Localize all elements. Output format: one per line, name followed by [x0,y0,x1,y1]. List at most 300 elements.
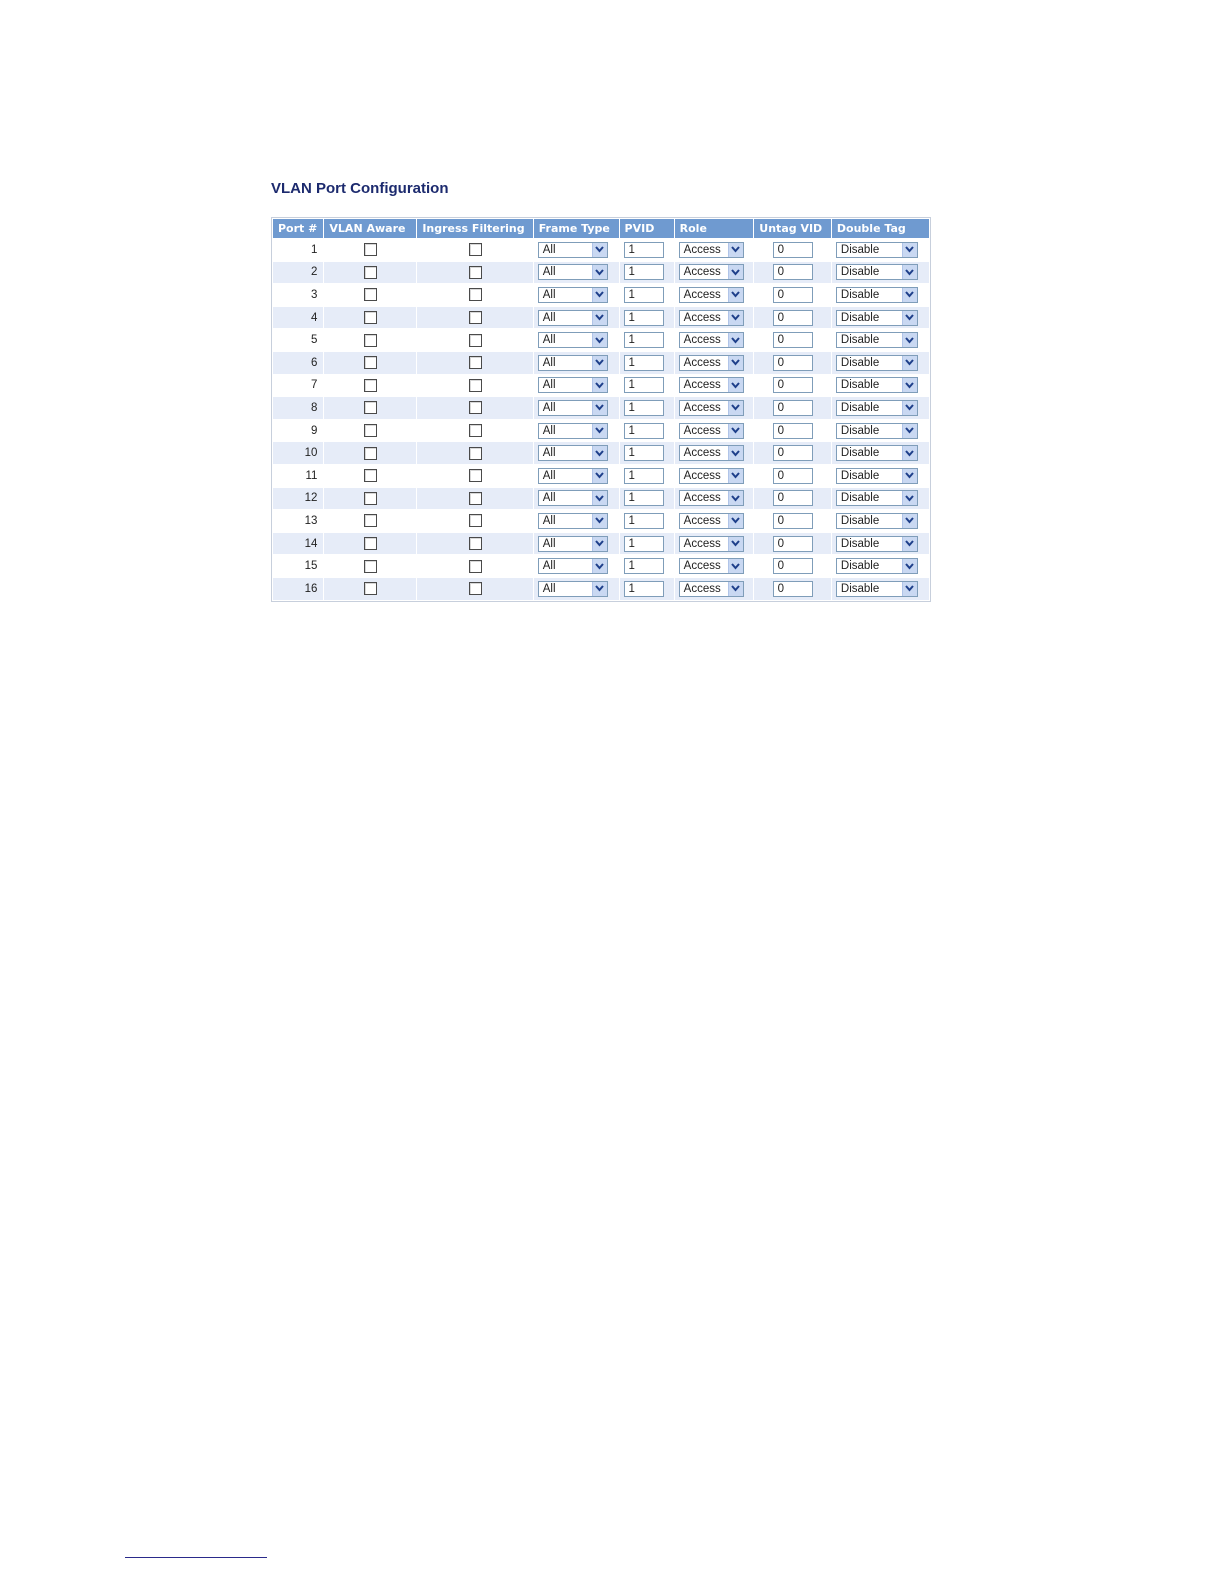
table-row [273,465,929,487]
untag-vid-cell [754,488,831,510]
role-value: Access [683,537,721,550]
double-tag-select[interactable] [836,468,918,484]
table-row [273,442,929,464]
page-title: VLAN Port Configuration [271,180,449,197]
ingress-filtering-cell [417,533,532,555]
double-tag-select[interactable] [836,287,918,303]
table-row [273,420,929,442]
pvid-cell [620,533,674,555]
role-cell [675,533,754,555]
untag-vid-input[interactable]: 0 [773,242,813,258]
vlan-aware-cell [324,375,416,397]
chevron-down-icon [592,491,607,505]
chevron-down-icon [592,243,607,257]
role-value: Access [683,560,721,573]
frame-type-select[interactable] [538,513,608,529]
ingress-filtering-checkbox[interactable] [469,447,482,460]
role-value: Access [683,582,721,595]
double-tag-value: Disable [840,334,880,347]
table-row [273,510,929,532]
vlan-aware-checkbox[interactable] [364,401,377,414]
chevron-down-icon [902,265,917,279]
ingress-filtering-cell [417,420,532,442]
double-tag-cell [832,375,929,397]
role-value: Access [683,447,721,460]
double-tag-select[interactable] [836,264,918,280]
chevron-down-icon [728,446,743,460]
chevron-down-icon [902,311,917,325]
untag-vid-cell [754,397,831,419]
role-select[interactable] [679,490,744,506]
vlan-aware-cell [324,442,416,464]
pvid-input[interactable]: 1 [624,513,664,529]
frame-type-value: All [542,311,556,324]
frame-type-cell [534,420,619,442]
chevron-down-icon [592,582,607,596]
pvid-cell [620,465,674,487]
frame-type-select[interactable] [538,310,608,326]
pvid-input[interactable]: 1 [624,377,664,393]
untag-vid-cell [754,284,831,306]
frame-type-select[interactable] [538,400,608,416]
ingress-filtering-checkbox[interactable] [469,266,482,279]
chevron-down-icon [728,537,743,551]
double-tag-cell [832,510,929,532]
untag-vid-input[interactable]: 0 [773,513,813,529]
untag-vid-cell [754,578,831,600]
untag-vid-input[interactable]: 0 [773,400,813,416]
chevron-down-icon [902,582,917,596]
role-select[interactable] [679,377,744,393]
pvid-input[interactable]: 1 [624,536,664,552]
role-cell [675,262,754,284]
chevron-down-icon [728,311,743,325]
vlan-aware-checkbox[interactable] [364,514,377,527]
role-value: Access [683,243,721,256]
port-number: 15 [273,555,323,577]
role-select[interactable] [679,310,744,326]
ingress-filtering-checkbox[interactable] [469,582,482,595]
pvid-cell [620,510,674,532]
port-number: 12 [273,488,323,510]
footnote-separator [125,1557,267,1558]
double-tag-select[interactable] [836,310,918,326]
frame-type-value: All [542,447,556,460]
role-value: Access [683,266,721,279]
ingress-filtering-cell [417,329,532,351]
chevron-down-icon [902,537,917,551]
double-tag-select[interactable] [836,423,918,439]
double-tag-select[interactable] [836,400,918,416]
role-cell [675,397,754,419]
double-tag-select[interactable] [836,377,918,393]
role-select[interactable] [679,445,744,461]
vlan-aware-checkbox[interactable] [364,447,377,460]
vlan-aware-cell [324,329,416,351]
vlan-aware-cell [324,578,416,600]
ingress-filtering-cell [417,397,532,419]
role-select[interactable] [679,468,744,484]
double-tag-value: Disable [840,492,880,505]
pvid-input[interactable]: 1 [624,242,664,258]
vlan-aware-checkbox[interactable] [364,582,377,595]
untag-vid-input[interactable]: 0 [773,264,813,280]
ingress-filtering-cell [417,307,532,329]
role-cell [675,375,754,397]
double-tag-value: Disable [840,447,880,460]
pvid-input[interactable]: 1 [624,468,664,484]
double-tag-cell [832,578,929,600]
untag-vid-cell [754,442,831,464]
double-tag-value: Disable [840,424,880,437]
role-select[interactable] [679,242,744,258]
role-cell [675,307,754,329]
chevron-down-icon [728,424,743,438]
pvid-input[interactable]: 1 [624,400,664,416]
double-tag-select[interactable] [836,242,918,258]
frame-type-select[interactable] [538,558,608,574]
role-select[interactable] [679,264,744,280]
double-tag-select[interactable] [836,445,918,461]
ingress-filtering-checkbox[interactable] [469,401,482,414]
double-tag-value: Disable [840,514,880,527]
chevron-down-icon [592,559,607,573]
ingress-filtering-cell [417,488,532,510]
ingress-filtering-checkbox[interactable] [469,469,482,482]
chevron-down-icon [592,401,607,415]
ingress-filtering-checkbox[interactable] [469,424,482,437]
ingress-filtering-cell [417,510,532,532]
pvid-input[interactable]: 1 [624,287,664,303]
frame-type-value: All [542,401,556,414]
untag-vid-input[interactable]: 0 [773,287,813,303]
table-row [273,329,929,351]
vlan-aware-checkbox[interactable] [364,379,377,392]
role-cell [675,420,754,442]
vlan-aware-cell [324,488,416,510]
pvid-input[interactable]: 1 [624,332,664,348]
col-header-vlan-aware: VLAN Aware [324,219,416,238]
role-select[interactable] [679,536,744,552]
double-tag-cell [832,555,929,577]
vlan-aware-cell [324,420,416,442]
frame-type-value: All [542,379,556,392]
untag-vid-cell [754,307,831,329]
pvid-cell [620,488,674,510]
chevron-down-icon [592,537,607,551]
vlan-aware-cell [324,465,416,487]
frame-type-value: All [542,243,556,256]
frame-type-cell [534,284,619,306]
double-tag-cell [832,420,929,442]
pvid-cell [620,420,674,442]
vlan-aware-checkbox[interactable] [364,492,377,505]
frame-type-select[interactable] [538,468,608,484]
frame-type-cell [534,329,619,351]
frame-type-select[interactable] [538,242,608,258]
frame-type-value: All [542,334,556,347]
port-number: 4 [273,307,323,329]
frame-type-value: All [542,424,556,437]
ingress-filtering-checkbox[interactable] [469,379,482,392]
untag-vid-input[interactable]: 0 [773,310,813,326]
role-value: Access [683,311,721,324]
vlan-aware-cell [324,307,416,329]
frame-type-cell [534,262,619,284]
frame-type-value: All [542,537,556,550]
col-header-untag-vid: Untag VID [754,219,831,238]
frame-type-cell [534,307,619,329]
vlan-aware-checkbox[interactable] [364,537,377,550]
port-number: 14 [273,533,323,555]
untag-vid-input[interactable]: 0 [773,468,813,484]
role-select[interactable] [679,558,744,574]
vlan-aware-checkbox[interactable] [364,243,377,256]
frame-type-cell [534,239,619,261]
col-header-port: Port # [273,219,323,238]
double-tag-value: Disable [840,537,880,550]
chevron-down-icon [902,424,917,438]
double-tag-select[interactable] [836,355,918,371]
untag-vid-input[interactable]: 0 [773,377,813,393]
chevron-down-icon [728,243,743,257]
ingress-filtering-checkbox[interactable] [469,356,482,369]
frame-type-cell [534,578,619,600]
vlan-aware-cell [324,533,416,555]
double-tag-value: Disable [840,288,880,301]
pvid-input[interactable]: 1 [624,581,664,597]
chevron-down-icon [592,469,607,483]
col-header-ingress-filtering: Ingress Filtering [417,219,532,238]
untag-vid-cell [754,510,831,532]
untag-vid-input[interactable]: 0 [773,423,813,439]
vlan-aware-checkbox[interactable] [364,311,377,324]
chevron-down-icon [902,333,917,347]
ingress-filtering-cell [417,284,532,306]
ingress-filtering-checkbox[interactable] [469,311,482,324]
role-select[interactable] [679,513,744,529]
role-value: Access [683,469,721,482]
role-select[interactable] [679,287,744,303]
ingress-filtering-checkbox[interactable] [469,492,482,505]
frame-type-select[interactable] [538,423,608,439]
vlan-port-config-table [271,217,931,602]
vlan-aware-cell [324,352,416,374]
untag-vid-cell [754,420,831,442]
chevron-down-icon [902,491,917,505]
ingress-filtering-cell [417,465,532,487]
pvid-input[interactable]: 1 [624,490,664,506]
table-row [273,488,929,510]
untag-vid-cell [754,352,831,374]
role-value: Access [683,288,721,301]
untag-vid-input[interactable]: 0 [773,355,813,371]
frame-type-select[interactable] [538,581,608,597]
frame-type-cell [534,533,619,555]
vlan-aware-cell [324,284,416,306]
double-tag-cell [832,465,929,487]
vlan-aware-checkbox[interactable] [364,469,377,482]
ingress-filtering-cell [417,442,532,464]
table-row [273,375,929,397]
ingress-filtering-checkbox[interactable] [469,334,482,347]
chevron-down-icon [728,514,743,528]
role-cell [675,488,754,510]
port-number: 7 [273,375,323,397]
role-select[interactable] [679,332,744,348]
col-header-double-tag: Double Tag [832,219,929,238]
chevron-down-icon [728,288,743,302]
chevron-down-icon [592,265,607,279]
frame-type-value: All [542,266,556,279]
port-number: 9 [273,420,323,442]
frame-type-select[interactable] [538,355,608,371]
chevron-down-icon [902,401,917,415]
untag-vid-input[interactable]: 0 [773,581,813,597]
role-cell [675,555,754,577]
untag-vid-input[interactable]: 0 [773,536,813,552]
chevron-down-icon [902,559,917,573]
double-tag-cell [832,352,929,374]
chevron-down-icon [902,356,917,370]
frame-type-select[interactable] [538,377,608,393]
chevron-down-icon [728,559,743,573]
role-select[interactable] [679,423,744,439]
role-select[interactable] [679,581,744,597]
frame-type-value: All [542,492,556,505]
frame-type-select[interactable] [538,287,608,303]
pvid-cell [620,555,674,577]
ingress-filtering-cell [417,352,532,374]
untag-vid-cell [754,465,831,487]
table-body [273,239,929,600]
role-select[interactable] [679,400,744,416]
vlan-aware-checkbox[interactable] [364,266,377,279]
untag-vid-cell [754,329,831,351]
frame-type-select[interactable] [538,490,608,506]
ingress-filtering-checkbox[interactable] [469,537,482,550]
table-row [273,555,929,577]
frame-type-value: All [542,356,556,369]
chevron-down-icon [592,378,607,392]
untag-vid-cell [754,262,831,284]
ingress-filtering-checkbox[interactable] [469,243,482,256]
frame-type-value: All [542,469,556,482]
role-cell [675,510,754,532]
untag-vid-input[interactable]: 0 [773,490,813,506]
port-number: 5 [273,329,323,351]
ingress-filtering-cell [417,375,532,397]
ingress-filtering-checkbox[interactable] [469,560,482,573]
untag-vid-input[interactable]: 0 [773,445,813,461]
table-header-row [273,219,929,238]
pvid-input[interactable]: 1 [624,423,664,439]
double-tag-value: Disable [840,560,880,573]
port-number: 2 [273,262,323,284]
pvid-cell [620,239,674,261]
table-row [273,397,929,419]
port-number: 1 [273,239,323,261]
double-tag-value: Disable [840,266,880,279]
pvid-input[interactable]: 1 [624,445,664,461]
double-tag-select[interactable] [836,513,918,529]
role-value: Access [683,356,721,369]
double-tag-select[interactable] [836,558,918,574]
vlan-aware-checkbox[interactable] [364,560,377,573]
double-tag-cell [832,533,929,555]
vlan-aware-cell [324,397,416,419]
chevron-down-icon [592,356,607,370]
double-tag-cell [832,307,929,329]
frame-type-value: All [542,582,556,595]
frame-type-select[interactable] [538,264,608,280]
vlan-aware-cell [324,239,416,261]
vlan-aware-checkbox[interactable] [364,356,377,369]
vlan-aware-cell [324,262,416,284]
pvid-cell [620,352,674,374]
pvid-input[interactable]: 1 [624,264,664,280]
vlan-aware-checkbox[interactable] [364,288,377,301]
pvid-input[interactable]: 1 [624,558,664,574]
frame-type-cell [534,375,619,397]
frame-type-select[interactable] [538,536,608,552]
ingress-filtering-checkbox[interactable] [469,514,482,527]
chevron-down-icon [902,243,917,257]
ingress-filtering-cell [417,262,532,284]
pvid-cell [620,307,674,329]
role-value: Access [683,492,721,505]
double-tag-value: Disable [840,469,880,482]
double-tag-cell [832,329,929,351]
frame-type-select[interactable] [538,332,608,348]
table-row [273,284,929,306]
pvid-input[interactable]: 1 [624,310,664,326]
chevron-down-icon [592,446,607,460]
role-cell [675,578,754,600]
double-tag-select[interactable] [836,332,918,348]
double-tag-select[interactable] [836,581,918,597]
vlan-aware-checkbox[interactable] [364,424,377,437]
table-row [273,262,929,284]
double-tag-select[interactable] [836,536,918,552]
untag-vid-cell [754,239,831,261]
untag-vid-input[interactable]: 0 [773,558,813,574]
pvid-input[interactable]: 1 [624,355,664,371]
chevron-down-icon [728,356,743,370]
col-header-frame-type: Frame Type [534,219,619,238]
chevron-down-icon [902,514,917,528]
role-cell [675,239,754,261]
frame-type-cell [534,510,619,532]
port-number: 10 [273,442,323,464]
vlan-aware-checkbox[interactable] [364,334,377,347]
vlan-aware-cell [324,510,416,532]
untag-vid-input[interactable]: 0 [773,332,813,348]
role-cell [675,329,754,351]
role-select[interactable] [679,355,744,371]
table-row [273,578,929,600]
ingress-filtering-checkbox[interactable] [469,288,482,301]
col-header-pvid: PVID [620,219,674,238]
double-tag-value: Disable [840,379,880,392]
vlan-aware-cell [324,555,416,577]
col-header-role: Role [675,219,754,238]
frame-type-select[interactable] [538,445,608,461]
double-tag-cell [832,239,929,261]
double-tag-select[interactable] [836,490,918,506]
chevron-down-icon [902,469,917,483]
chevron-down-icon [592,514,607,528]
